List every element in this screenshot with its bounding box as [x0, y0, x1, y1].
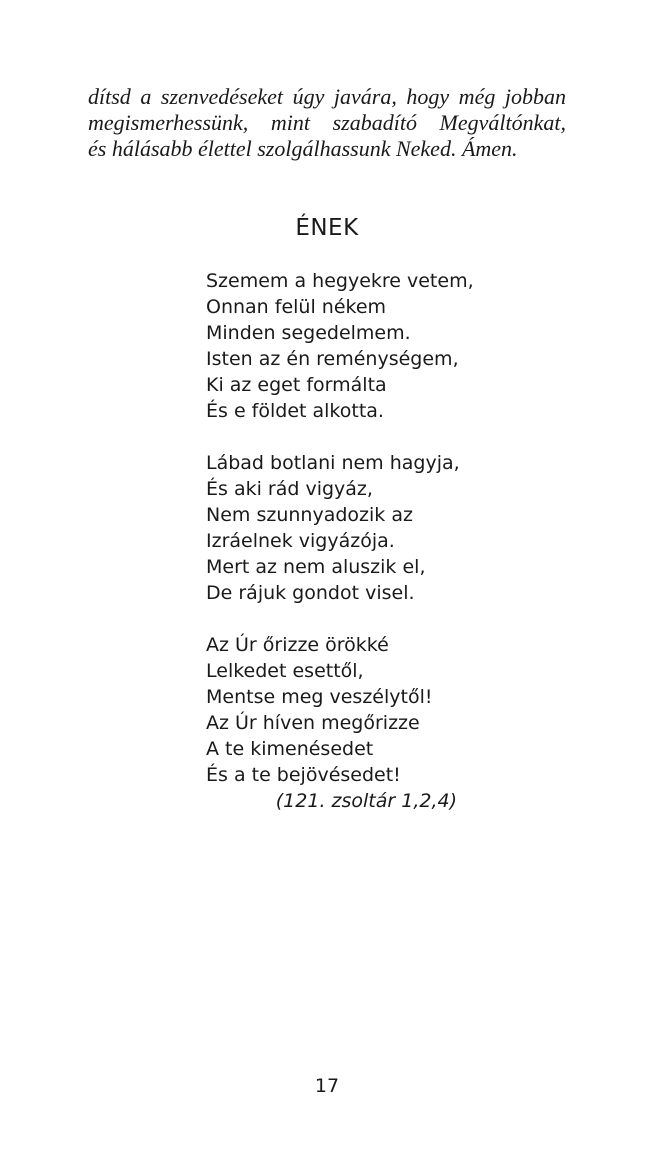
verse-line: Nem szunnyadozik az: [206, 504, 413, 526]
verse-line: És a te bejövésedet!: [206, 764, 401, 786]
psalm-citation: (121. zsoltár 1,2,4): [275, 790, 457, 812]
verse-line: De rájuk gondot visel.: [206, 582, 415, 604]
verse-line: Mert az nem aluszik el,: [206, 556, 426, 578]
prayer-text: [88, 84, 566, 162]
verse-line: A te kimenésedet: [206, 738, 374, 760]
hymn-title: ÉNEK: [295, 215, 359, 241]
verse-line: Minden segedelmem.: [206, 322, 411, 344]
verse-line: Lábad botlani nem hagyja,: [206, 452, 460, 474]
verse-line: És e földet alkotta.: [206, 400, 384, 422]
hymn-text: [206, 268, 506, 814]
verse-line: Lelkedet esettől,: [206, 660, 364, 682]
verse-line: Izráelnek vigyázója.: [206, 530, 395, 552]
verse-line: Onnan felül nékem: [206, 296, 387, 318]
verse-line: Szemem a hegyekre vetem,: [206, 270, 474, 292]
verse-line: Mentse meg veszélytől!: [206, 686, 433, 708]
page-number: 17: [314, 1075, 340, 1097]
verse-line: Isten az én reménységem,: [206, 348, 459, 370]
prayer-line: megismerhessünk, mint szabadító Megváltónkat,: [88, 110, 566, 135]
prayer-line: és hálásabb élettel szolgálhassunk Neked. Ámen.: [88, 136, 518, 161]
stanza-1: [206, 268, 506, 424]
verse-line: Az Úr őrizze örökké: [206, 634, 389, 656]
verse-line: Az Úr híven megőrizze: [206, 712, 420, 734]
verse-line: Ki az eget formálta: [206, 374, 387, 396]
stanza-3: [206, 632, 506, 814]
verse-line: És aki rád vigyáz,: [206, 478, 373, 500]
stanza-2: [206, 450, 506, 606]
prayer-line: dítsd a szenvedéseket úgy javára, hogy még jobban: [88, 84, 566, 109]
